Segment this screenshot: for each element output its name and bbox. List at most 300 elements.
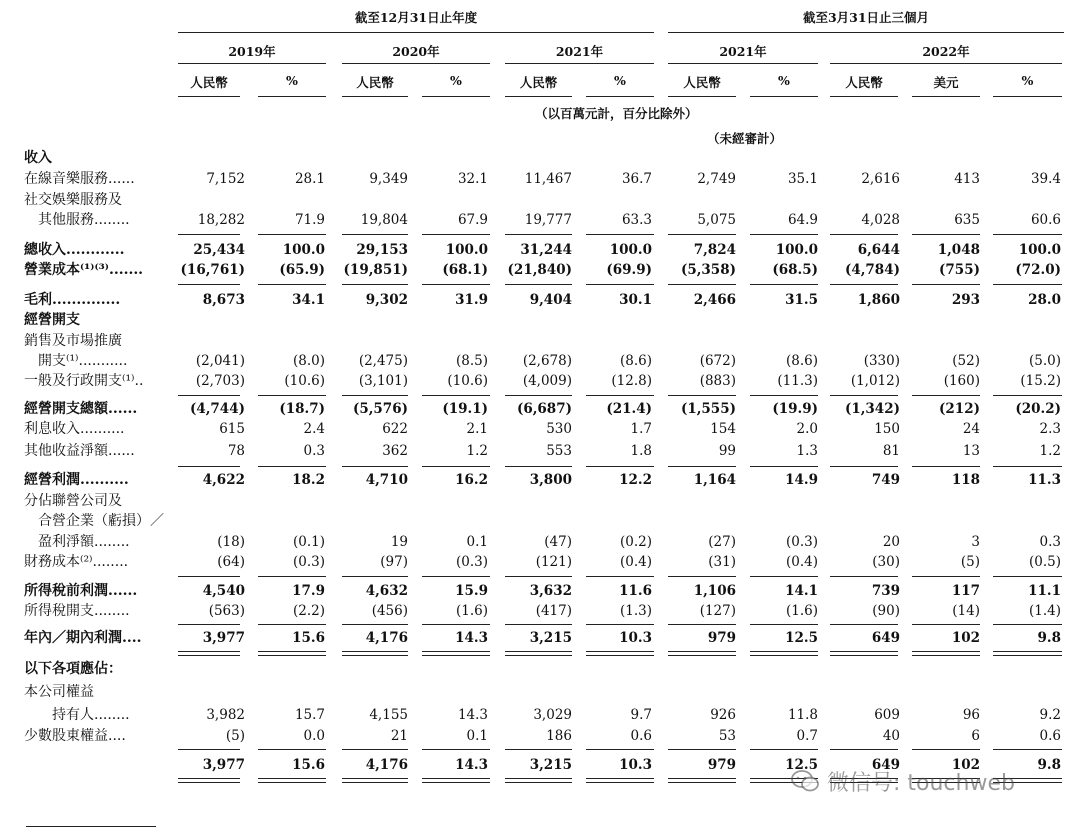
table-cell: 67.9 [457, 212, 488, 228]
table-cell: 1.2 [466, 443, 488, 459]
single-rule [668, 624, 736, 625]
row-label: 收入 [24, 150, 52, 166]
watermark-text: 微信号: touchweb [827, 771, 1015, 796]
table-cell: 40 [882, 728, 900, 744]
table-cell: 96 [962, 707, 980, 723]
table-cell: (27) [708, 534, 736, 550]
single-rule [422, 749, 490, 750]
table-cell: 18.2 [292, 472, 325, 488]
table-cell: 60.6 [1030, 212, 1061, 228]
table-cell: 9.7 [630, 707, 652, 723]
table-cell: 14.3 [455, 757, 488, 773]
table-cell: 1,164 [693, 472, 736, 488]
single-rule [505, 284, 572, 285]
wechat-watermark [790, 766, 1015, 799]
table-cell: (0.5) [1028, 554, 1061, 570]
single-rule [178, 466, 240, 467]
column-header: % [286, 73, 298, 88]
table-cell: (0.4) [785, 554, 818, 570]
table-cell: 17.9 [292, 583, 325, 599]
table-cell: (0.3) [785, 534, 818, 550]
single-rule [422, 234, 490, 235]
table-cell: 10.3 [619, 757, 652, 773]
table-cell: 3 [971, 534, 980, 550]
table-cell: (563) [208, 603, 245, 619]
double-rule [422, 778, 490, 783]
single-rule [993, 749, 1062, 750]
single-rule [505, 466, 572, 467]
single-rule [258, 749, 326, 750]
table-cell: 154 [710, 421, 736, 437]
row-label: 分佔聯營公司及 [24, 493, 122, 509]
table-cell: 362 [382, 443, 408, 459]
table-cell: (4,009) [522, 373, 572, 389]
table-cell: (4,784) [844, 262, 900, 278]
table-cell: 4,176 [365, 630, 408, 646]
table-cell: (1.6) [785, 603, 818, 619]
table-cell: 53 [718, 728, 736, 744]
table-cell: 9,404 [529, 292, 572, 308]
table-cell: 635 [954, 212, 980, 228]
table-cell: 926 [710, 707, 736, 723]
table-cell: 3,029 [533, 707, 572, 723]
table-cell: (52) [952, 353, 980, 369]
row-label: 經營利潤.......... [24, 472, 129, 488]
table-cell: (65.9) [279, 262, 325, 278]
table-cell: 1,048 [937, 242, 980, 258]
table-cell: 4,155 [369, 707, 408, 723]
table-cell: 9.8 [1037, 757, 1061, 773]
table-cell: 7,152 [206, 171, 245, 187]
table-cell: 32.1 [457, 171, 488, 187]
single-rule [258, 624, 326, 625]
table-cell: (31) [708, 554, 736, 570]
table-cell: (21.4) [606, 401, 652, 417]
table-cell: (2,475) [358, 353, 408, 369]
table-cell: (2,041) [195, 353, 245, 369]
single-rule [668, 576, 736, 577]
single-rule [342, 576, 408, 577]
table-cell: 1.8 [630, 443, 652, 459]
table-cell: 117 [951, 583, 980, 599]
single-rule [178, 576, 240, 577]
table-cell: 649 [871, 757, 900, 773]
single-rule [668, 395, 736, 396]
double-rule [668, 651, 736, 656]
double-rule [342, 778, 408, 783]
table-cell: 25,434 [193, 242, 245, 258]
table-cell: 11.3 [1028, 472, 1061, 488]
table-cell: (755) [939, 262, 980, 278]
table-cell: (19.1) [442, 401, 488, 417]
period-header-annual: 截至12月31日止年度 [354, 10, 478, 25]
single-rule [505, 749, 572, 750]
table-cell: 293 [951, 292, 980, 308]
double-rule [505, 778, 572, 783]
table-cell: 530 [546, 421, 572, 437]
single-rule [750, 466, 818, 467]
single-rule [586, 395, 654, 396]
single-rule [912, 624, 980, 625]
table-cell: 31.9 [455, 292, 488, 308]
single-rule [993, 234, 1062, 235]
single-rule [750, 576, 818, 577]
row-label: 銷售及市場推廣 [24, 333, 122, 349]
table-cell: (883) [699, 373, 736, 389]
table-cell: 19,804 [360, 212, 408, 228]
table-cell: (18.7) [279, 401, 325, 417]
single-rule [505, 234, 572, 235]
single-rule [342, 466, 408, 467]
table-cell: 749 [871, 472, 900, 488]
table-cell: 14.3 [455, 630, 488, 646]
double-rule [586, 778, 654, 783]
double-rule [993, 651, 1062, 656]
table-cell: 6 [971, 728, 980, 744]
row-label: 本公司權益 [24, 684, 94, 700]
row-label: 以下各項應佔： [24, 661, 122, 677]
table-cell: (0.1) [292, 534, 325, 550]
single-rule [750, 395, 818, 396]
table-cell: 9,349 [369, 171, 408, 187]
single-rule [993, 576, 1062, 577]
table-cell: (5,576) [352, 401, 408, 417]
table-cell: 0.7 [796, 728, 818, 744]
table-cell: 739 [871, 583, 900, 599]
single-rule [668, 466, 736, 467]
single-rule [750, 749, 818, 750]
single-rule [993, 395, 1062, 396]
single-rule [258, 395, 326, 396]
table-cell: (2,678) [522, 353, 572, 369]
footnote-rule [26, 826, 156, 827]
single-rule [178, 234, 240, 235]
column-header: % [778, 73, 790, 88]
table-cell: (1.6) [455, 603, 488, 619]
table-cell: 553 [546, 443, 572, 459]
single-rule [993, 466, 1062, 467]
table-cell: 11.6 [619, 583, 652, 599]
table-cell: 29,153 [356, 242, 408, 258]
table-cell: (5) [225, 728, 245, 744]
table-cell: 649 [871, 630, 900, 646]
table-cell: 24 [962, 421, 980, 437]
single-rule [178, 284, 240, 285]
column-header: 人民幣 [190, 75, 228, 90]
table-cell: (19,851) [343, 262, 408, 278]
table-cell: 3,977 [202, 757, 245, 773]
single-rule [993, 624, 1062, 625]
single-rule [505, 576, 572, 577]
table-cell: 9,302 [365, 292, 408, 308]
table-cell: (19.9) [772, 401, 818, 417]
table-cell: 1,106 [693, 583, 736, 599]
single-rule [830, 466, 898, 467]
column-header: % [614, 73, 626, 88]
double-rule [422, 651, 490, 656]
table-cell: 102 [951, 630, 980, 646]
table-cell: (8.0) [292, 353, 325, 369]
row-label: 所得稅前利潤...... [24, 583, 138, 599]
table-cell: (97) [380, 554, 408, 570]
column-header: 人民幣 [845, 75, 883, 90]
table-cell: 15.6 [292, 757, 325, 773]
single-rule [586, 624, 654, 625]
table-cell: (1,342) [844, 401, 900, 417]
single-rule [830, 576, 898, 577]
table-cell: (0.4) [619, 554, 652, 570]
table-cell: (0.2) [619, 534, 652, 550]
table-cell: 34.1 [292, 292, 325, 308]
year-header: 2020年 [392, 44, 440, 59]
table-cell: 12.5 [785, 630, 818, 646]
single-rule [668, 749, 736, 750]
table-cell: 3,977 [202, 630, 245, 646]
table-cell: 4,028 [861, 212, 900, 228]
table-cell: 18,282 [197, 212, 245, 228]
table-cell: (1.3) [619, 603, 652, 619]
table-cell: 4,176 [365, 757, 408, 773]
table-cell: 150 [874, 421, 900, 437]
table-cell: 78 [227, 443, 245, 459]
year-header: 2022年 [922, 44, 970, 59]
table-cell: 28.1 [294, 171, 325, 187]
table-cell: 14.3 [457, 707, 488, 723]
column-header: 人民幣 [683, 75, 721, 90]
table-cell: 35.1 [787, 171, 818, 187]
single-rule [912, 234, 980, 235]
single-rule [586, 284, 654, 285]
table-cell: 11.8 [787, 707, 818, 723]
row-label: 開支⁽¹⁾........... [38, 353, 128, 369]
row-label: 年內／期內利潤.... [24, 630, 142, 646]
table-cell: 2.4 [303, 421, 325, 437]
table-cell: 4,710 [365, 472, 408, 488]
single-rule [668, 234, 736, 235]
table-cell: 0.3 [303, 443, 325, 459]
table-cell: (0.3) [455, 554, 488, 570]
table-cell: (127) [699, 603, 736, 619]
table-cell: 0.6 [630, 728, 652, 744]
table-cell: 6,644 [857, 242, 900, 258]
row-label: 持有人........ [52, 707, 130, 723]
table-cell: (1,012) [850, 373, 900, 389]
single-rule [342, 284, 408, 285]
table-cell: 100.0 [282, 242, 325, 258]
table-cell: (21,840) [507, 262, 572, 278]
table-cell: (68.1) [442, 262, 488, 278]
chat-bubble-icon [790, 769, 820, 799]
single-rule [668, 284, 736, 285]
table-cell: 13 [962, 443, 980, 459]
table-cell: 15.9 [455, 583, 488, 599]
table-cell: (47) [544, 534, 572, 550]
table-cell: 14.1 [785, 583, 818, 599]
table-cell: (8.5) [455, 353, 488, 369]
row-label: 合營企業（虧損）／ [38, 513, 164, 529]
table-cell: 9.2 [1039, 707, 1061, 723]
table-cell: 0.0 [303, 728, 325, 744]
row-label: 少數股東權益.... [24, 728, 126, 744]
single-rule [912, 576, 980, 577]
single-rule [258, 466, 326, 467]
single-rule [912, 395, 980, 396]
table-cell: 4,622 [202, 472, 245, 488]
table-cell: 39.4 [1030, 171, 1061, 187]
table-cell: 3,215 [529, 630, 572, 646]
column-header: 人民幣 [519, 75, 558, 90]
table-cell: (330) [863, 353, 900, 369]
table-cell: (2,703) [195, 373, 245, 389]
table-cell: 0.1 [466, 534, 488, 550]
row-label: 經營開支總額...... [24, 401, 138, 417]
table-cell: 16.2 [455, 472, 488, 488]
single-rule [258, 234, 326, 235]
single-rule [422, 466, 490, 467]
table-cell: 8,673 [202, 292, 245, 308]
single-rule [422, 284, 490, 285]
single-rule [830, 624, 898, 625]
year-header: 2019年 [228, 44, 276, 59]
table-cell: (5.0) [1028, 353, 1061, 369]
table-cell: (1,555) [680, 401, 736, 417]
table-cell: 1,860 [857, 292, 900, 308]
row-label: 利息收入.......... [24, 421, 125, 437]
table-cell: 979 [707, 757, 736, 773]
single-rule [178, 749, 240, 750]
single-rule [422, 395, 490, 396]
table-cell: 2.0 [796, 421, 818, 437]
period-header-quarterly: 截至3月31日止三個月 [802, 10, 930, 25]
table-cell: 2,616 [861, 171, 900, 187]
single-rule [422, 624, 490, 625]
table-cell: 3,982 [206, 707, 245, 723]
single-rule [342, 749, 408, 750]
table-cell: 622 [382, 421, 408, 437]
single-rule [750, 284, 818, 285]
table-cell: 2,466 [693, 292, 736, 308]
table-cell: 14.9 [785, 472, 818, 488]
table-cell: 609 [874, 707, 900, 723]
single-rule [178, 624, 240, 625]
single-rule [750, 234, 818, 235]
table-cell: 31.5 [785, 292, 818, 308]
double-rule [258, 778, 326, 783]
table-cell: 19 [390, 534, 408, 550]
table-cell: 0.6 [1039, 728, 1061, 744]
table-cell: 12.5 [785, 757, 818, 773]
single-rule [505, 395, 572, 396]
table-cell: 64.9 [787, 212, 818, 228]
table-cell: 28.0 [1028, 292, 1061, 308]
table-cell: (6,687) [516, 401, 572, 417]
table-cell: 12.2 [619, 472, 652, 488]
table-cell: 3,632 [529, 583, 572, 599]
table-cell: 1.3 [796, 443, 818, 459]
single-rule [586, 234, 654, 235]
single-rule [830, 749, 898, 750]
table-cell: (72.0) [1015, 262, 1061, 278]
table-cell: 71.9 [294, 212, 325, 228]
single-rule [422, 576, 490, 577]
table-cell: 7,824 [693, 242, 736, 258]
table-cell: 100.0 [445, 242, 488, 258]
table-cell: (15.2) [1020, 373, 1061, 389]
table-cell: 2.1 [466, 421, 488, 437]
table-cell: (0.3) [292, 554, 325, 570]
row-label: 毛利.............. [24, 292, 121, 308]
single-rule [342, 624, 408, 625]
double-rule [912, 651, 980, 656]
double-rule [178, 651, 240, 656]
table-cell: 20 [882, 534, 900, 550]
row-label: 一般及行政開支⁽¹⁾.. [24, 373, 144, 389]
table-cell: 10.3 [619, 630, 652, 646]
table-cell: (10.6) [447, 373, 488, 389]
row-label: 社交娛樂服務及 [24, 192, 122, 208]
double-rule [750, 651, 818, 656]
table-cell: (5) [960, 554, 980, 570]
single-rule [912, 466, 980, 467]
table-cell: (20.2) [1015, 401, 1061, 417]
table-cell: (1.4) [1028, 603, 1061, 619]
table-cell: (8.6) [619, 353, 652, 369]
single-rule [912, 284, 980, 285]
single-rule [178, 395, 240, 396]
row-label: 在線音樂服務...... [24, 171, 135, 187]
table-cell: 100.0 [1018, 242, 1061, 258]
table-cell: (8.6) [785, 353, 818, 369]
table-cell: 81 [882, 443, 900, 459]
table-cell: (18) [217, 534, 245, 550]
table-cell: (3,101) [358, 373, 408, 389]
table-cell: 30.1 [619, 292, 652, 308]
row-label: 營業成本⁽¹⁾⁽³⁾....... [24, 262, 144, 278]
single-rule [258, 284, 326, 285]
table-cell: 100.0 [775, 242, 818, 258]
table-cell: 2.3 [1039, 421, 1061, 437]
table-cell: (121) [535, 554, 572, 570]
single-rule [342, 395, 408, 396]
table-cell: 99 [718, 443, 736, 459]
single-rule [993, 284, 1062, 285]
table-cell: (64) [217, 554, 245, 570]
row-label: 所得稅開支........ [24, 603, 130, 619]
row-label: 總收入............ [24, 242, 125, 258]
table-cell: 1.7 [630, 421, 652, 437]
table-cell: (14) [952, 603, 980, 619]
table-cell: 979 [707, 630, 736, 646]
single-rule [505, 624, 572, 625]
year-header: 2021年 [555, 44, 604, 59]
double-rule [258, 651, 326, 656]
column-header: % [1021, 73, 1034, 88]
units-note: （以百萬元計，百分比除外） [535, 106, 698, 121]
column-header: % [450, 73, 462, 88]
table-cell: 11.1 [1028, 583, 1061, 599]
table-cell: (417) [535, 603, 572, 619]
single-rule [258, 576, 326, 577]
table-cell: 118 [951, 472, 980, 488]
table-cell: 0.3 [1039, 534, 1061, 550]
table-cell: (2.2) [292, 603, 325, 619]
table-cell: 186 [546, 728, 572, 744]
single-rule [342, 234, 408, 235]
table-cell: (16,761) [180, 262, 245, 278]
row-label: 其他服務........ [38, 212, 130, 228]
table-cell: 15.6 [292, 630, 325, 646]
row-label: 盈利淨額........ [38, 534, 130, 550]
